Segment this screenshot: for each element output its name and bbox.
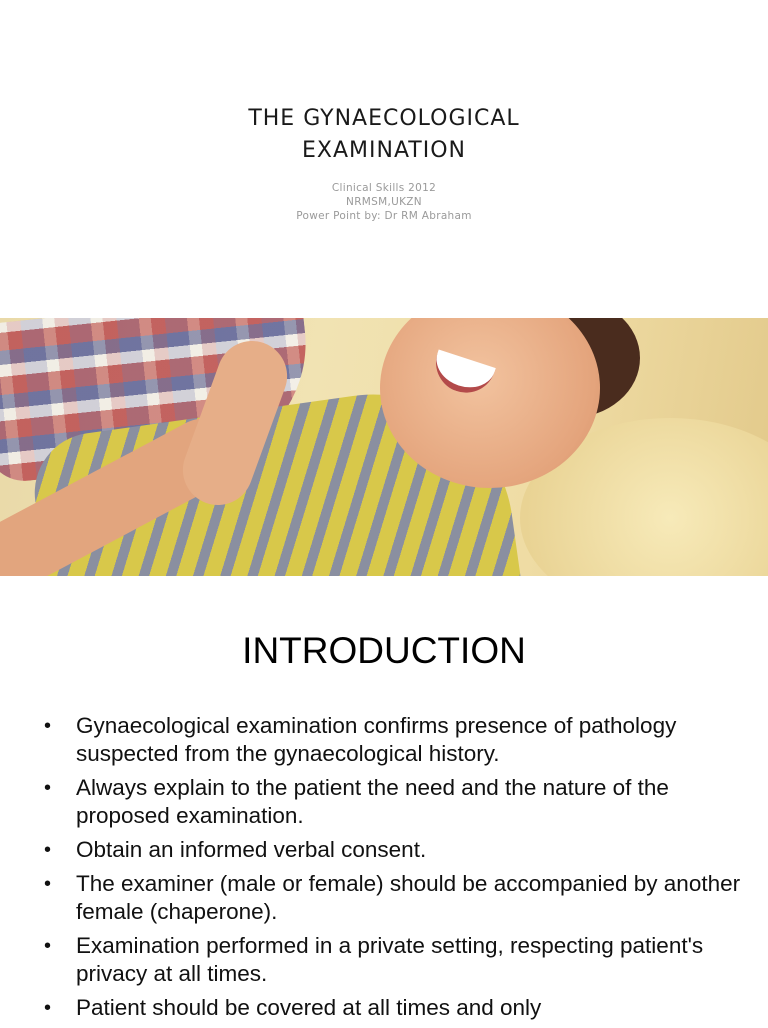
list-item xyxy=(44,774,744,830)
bullet-icon: • xyxy=(44,873,52,895)
bullet-list xyxy=(44,712,744,1028)
list-item xyxy=(44,994,744,1022)
list-item xyxy=(44,836,744,864)
bullet-icon: • xyxy=(44,715,52,737)
bullet-text: Gynaecological examination confirms presence of pathology suspected from the gynaecological history. xyxy=(76,713,677,766)
bullet-icon: • xyxy=(44,777,52,799)
bullet-text: Examination performed in a private setting, respecting patient's privacy at all times. xyxy=(76,933,704,986)
title-slide xyxy=(0,0,768,318)
bullet-icon: • xyxy=(44,839,52,861)
slide-title-line-2: EXAMINATION xyxy=(302,138,466,163)
introduction-heading: INTRODUCTION xyxy=(242,630,526,671)
list-item xyxy=(44,870,744,926)
list-item xyxy=(44,932,744,988)
bullet-icon: • xyxy=(44,997,52,1019)
list-item xyxy=(44,712,744,768)
bullet-text: Patient should be covered at all times and only xyxy=(76,995,542,1020)
subtitle-course: Clinical Skills 2012 xyxy=(331,182,437,194)
slide-title-line-1: THE GYNAECOLOGICAL xyxy=(248,106,520,131)
child-photo xyxy=(0,318,768,576)
bullet-text: The examiner (male or female) should be accompanied by another female (chaperone). xyxy=(76,871,741,924)
bullet-text: Obtain an informed verbal consent. xyxy=(76,837,427,862)
introduction-slide xyxy=(0,576,768,1024)
subtitle-institution: NRMSM,UKZN xyxy=(346,196,422,208)
bullet-text: Always explain to the patient the need and the nature of the proposed examination. xyxy=(76,775,669,828)
subtitle-author: Power Point by: Dr RM Abraham xyxy=(296,210,472,222)
bullet-icon: • xyxy=(44,935,52,957)
